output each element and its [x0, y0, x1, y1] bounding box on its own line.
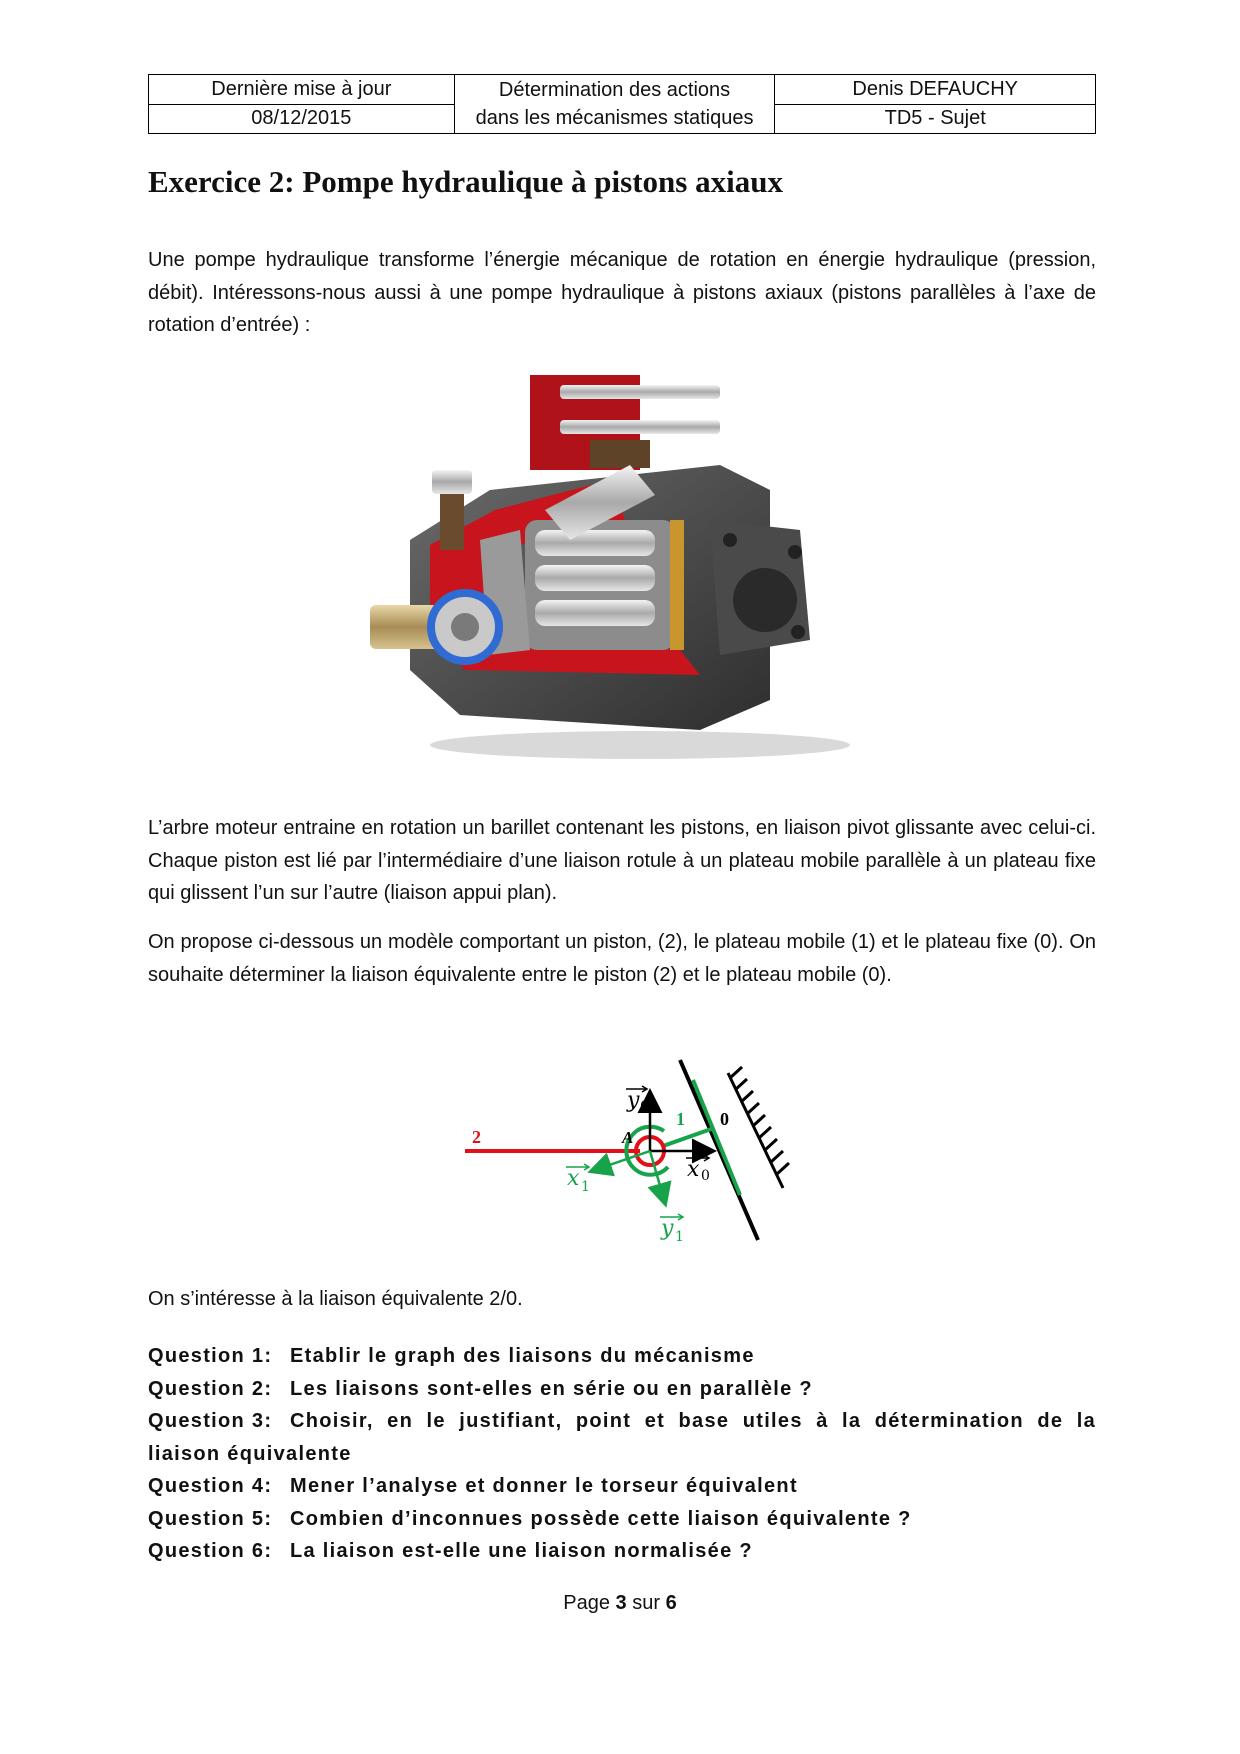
- svg-text:x: x: [687, 1157, 700, 1182]
- svg-text:1: 1: [581, 1179, 590, 1195]
- label-plateau-fixe: 0: [720, 1109, 729, 1129]
- label-x0: [686, 1155, 710, 1184]
- footer-middle: sur: [632, 1592, 661, 1614]
- total-pages: 6: [665, 1592, 677, 1614]
- outlet-port: [733, 568, 797, 632]
- label-plateau-mobile: 1: [676, 1109, 685, 1129]
- exercise-title: Exercice 2: Pompe hydraulique à pistons axiaux: [148, 164, 783, 199]
- update-date: 08/12/2015: [149, 104, 455, 134]
- question-item: [148, 1373, 1096, 1406]
- label-x1: [566, 1164, 590, 1195]
- question-item: [148, 1340, 1096, 1373]
- question-text: Choisir, en le justifiant, point et base utiles à la détermination de la liaison équivalente: [148, 1410, 1096, 1465]
- piston-2: [535, 565, 655, 591]
- valve-plate: [670, 520, 684, 650]
- course-title: [454, 75, 775, 134]
- svg-text:y: y: [661, 1216, 674, 1241]
- question-text: Les liaisons sont-elles en série ou en parallèle ?: [290, 1377, 813, 1400]
- flange-bolt-2: [788, 545, 802, 559]
- question-text: La liaison est-elle une liaison normalisée ?: [290, 1540, 753, 1562]
- kinematic-diagram: [450, 1045, 800, 1275]
- question-number: Question 5:: [148, 1507, 273, 1530]
- question-number: Question 2:: [148, 1377, 273, 1400]
- footer-prefix: Page: [563, 1592, 610, 1614]
- control-valve-rod-1: [560, 385, 720, 399]
- svg-text:0: 0: [640, 1099, 649, 1115]
- modele-paragraph: On propose ci-dessous un modèle comportant un piston, (2), le plateau mobile (1) et le plateau fixe (0). On souhaite déterminer la liaison équivalente entre le piston (2) et le plateau mobile (0).: [148, 931, 1096, 986]
- author-name: Denis DEFAUCHY: [775, 75, 1096, 105]
- label-y1: [660, 1214, 684, 1245]
- header-table: [148, 74, 1096, 134]
- control-spring: [440, 490, 464, 550]
- question-item: [148, 1405, 1096, 1470]
- svg-text:0: 0: [701, 1168, 710, 1184]
- question-text: Mener l’analyse et donner le torseur équivalent: [290, 1475, 798, 1497]
- current-page: 3: [615, 1592, 627, 1614]
- question-text: Combien d’inconnues possède cette liaison équivalente ?: [290, 1507, 912, 1530]
- piston-3: [535, 600, 655, 626]
- label-point-a: A: [622, 1128, 634, 1147]
- label-piston: 2: [472, 1127, 481, 1147]
- svg-text:1: 1: [675, 1229, 684, 1245]
- question-item: [148, 1503, 1096, 1536]
- liaison-paragraph: On s’intéresse à la liaison équivalente 2/0.: [148, 1288, 523, 1310]
- question-item: [148, 1470, 1096, 1503]
- course-title-line1: Détermination des actions: [498, 79, 731, 101]
- question-number: Question 3:: [148, 1410, 273, 1432]
- pump-cutaway-illustration: [370, 370, 870, 765]
- cap-screw: [432, 470, 472, 494]
- ground-hatch: [730, 1067, 789, 1174]
- last-update-label: Dernière mise à jour: [149, 75, 455, 105]
- mobile-plate-rod: [663, 1128, 714, 1146]
- document-id: TD5 - Sujet: [775, 104, 1096, 134]
- flange-bolt-3: [791, 625, 805, 639]
- page-footer: [0, 1592, 1240, 1615]
- svg-text:y: y: [627, 1088, 640, 1113]
- flange-bolt-1: [723, 533, 737, 547]
- svg-text:x: x: [567, 1166, 580, 1191]
- intro-paragraph: Une pompe hydraulique transforme l’énergie mécanique de rotation en énergie hydraulique (pression, débit). Intéressons-nous aussi à une pompe hydraulique à pistons axiaux (pistons parallèles à l’axe de rotation d’entrée) :: [148, 249, 1096, 336]
- control-valve-spring: [590, 440, 650, 468]
- question-text: Etablir le graph des liaisons du mécanisme: [290, 1345, 755, 1367]
- label-y0: [626, 1086, 649, 1115]
- pump-shadow: [430, 731, 850, 759]
- control-valve-rod-2: [560, 420, 720, 434]
- question-number: Question 6:: [148, 1540, 273, 1562]
- question-item: [148, 1535, 1096, 1568]
- piston-1: [535, 530, 655, 556]
- course-title-line2: dans les mécanismes statiques: [475, 107, 754, 129]
- arbre-paragraph: L’arbre moteur entraine en rotation un barillet contenant les pistons, en liaison pivot glissante avec celui-ci. Chaque piston est lié par l’intermédiaire d’une liaison rotule à un plateau mobile parallèle à un plateau fixe qui glissent l’un sur l’autre (liaison appui plan).: [148, 817, 1096, 904]
- question-number: Question 1:: [148, 1345, 273, 1367]
- questions-list: [148, 1340, 1096, 1568]
- question-number: Question 4:: [148, 1475, 273, 1497]
- shaft-center: [451, 613, 479, 641]
